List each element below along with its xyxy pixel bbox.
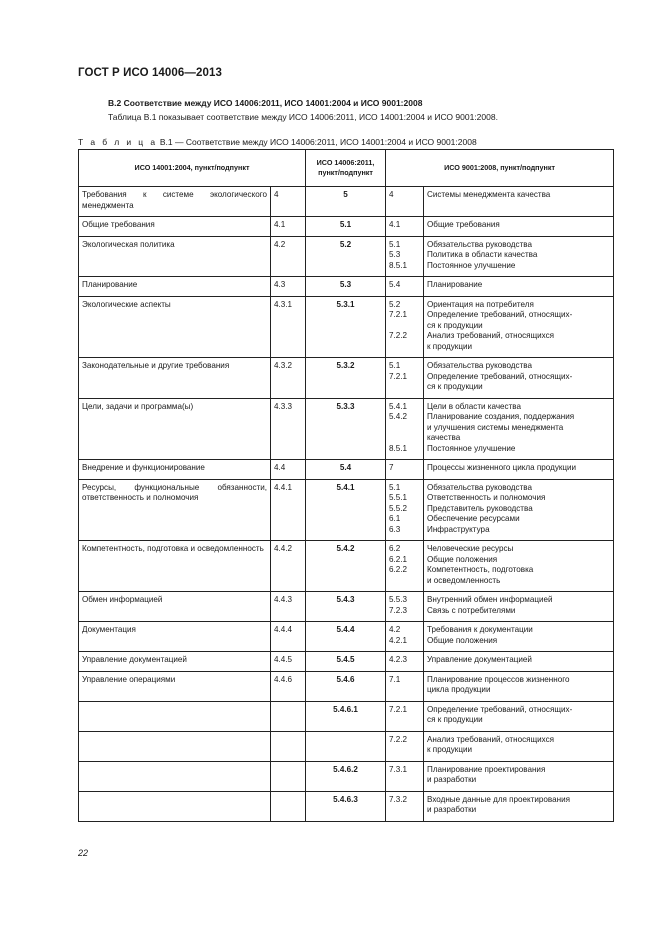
iso9001-clause-numbers (386, 761, 424, 791)
iso9001-clause-number: 5.1 (389, 361, 401, 370)
iso9001-clause-name: Компетентность, подготовка (427, 565, 534, 574)
iso9001-clause-numbers (386, 236, 424, 277)
iso14001-clause-number: 4.4.5 (271, 652, 306, 672)
header-iso14006 (306, 150, 386, 187)
iso14006-clause-number: 5.3.2 (306, 358, 386, 399)
iso9001-clause-name: Цели в области качества (427, 401, 522, 411)
iso9001-clause-number: 5.5.3 (389, 595, 408, 604)
table-row (79, 671, 614, 701)
table-row (79, 217, 614, 237)
iso14001-clause-name (79, 731, 271, 761)
iso9001-clause-number: 7 (389, 463, 394, 472)
iso14001-clause-number: 4.3 (271, 277, 306, 297)
iso9001-clause-names (424, 236, 614, 277)
iso14001-clause-name: Законодательные и другие требования (79, 358, 271, 399)
iso9001-clause-name: ся к продукции (427, 320, 483, 330)
iso14001-clause-name: Документация (79, 622, 271, 652)
iso14001-clause-name: Управление документацией (79, 652, 271, 672)
iso14006-clause-number: 5.4.6.2 (306, 761, 386, 791)
iso14001-clause-name (79, 761, 271, 791)
section-text: Таблица В.1 показывает соответствие между ИСО 14006:2011, ИСО 14001:2004 и ИСО 9001:2008. (108, 112, 498, 122)
table-row (79, 701, 614, 731)
iso9001-clause-name: Управление документацией (427, 655, 532, 664)
iso14006-clause-number: 5.4.4 (306, 622, 386, 652)
iso9001-clause-name: Ориентация на потребителя (427, 299, 534, 309)
iso9001-clause-numbers (386, 398, 424, 460)
iso9001-clause-name: Анализ требований, относящихся (427, 331, 555, 340)
iso14001-clause-name: Экологическая политика (79, 236, 271, 277)
iso9001-clause-number: 7.2.1 (389, 371, 408, 381)
iso9001-clause-name: к продукции (427, 745, 473, 754)
table-row (79, 791, 614, 821)
table-row (79, 761, 614, 791)
table-header-row (79, 150, 614, 187)
iso9001-clause-name: Требования к документации (427, 625, 533, 634)
iso9001-clause-name: Общие требования (427, 220, 500, 229)
iso9001-clause-name: качества (427, 433, 461, 442)
iso9001-clause-name: Обязательства руководства (427, 361, 532, 370)
table-caption (78, 137, 477, 147)
iso14001-clause-number: 4.3.1 (271, 296, 306, 358)
correspondence-table (78, 149, 614, 822)
iso14001-clause-number: 4.4 (271, 460, 306, 480)
iso14001-clause-number: 4.4.1 (271, 479, 306, 541)
iso9001-clause-name: Связь с потребителями (427, 605, 516, 615)
iso9001-clause-names (424, 791, 614, 821)
header-iso14006-line2: пункт/подпункт (318, 168, 373, 177)
iso9001-clause-name: Анализ требований, относящихся (427, 734, 555, 744)
iso14006-clause-number: 5.4.6.3 (306, 791, 386, 821)
table-caption-text: В.1 — Соответствие между ИСО 14006:2011, ИСО 14001:2004 и ИСО 9001:2008 (159, 137, 477, 147)
iso14006-clause-number: 5.4.2 (306, 541, 386, 592)
iso9001-clause-name: и осведомленность (427, 575, 501, 585)
table-row (79, 460, 614, 480)
table-row (79, 187, 614, 217)
iso14006-clause-number: 5.3.3 (306, 398, 386, 460)
table-row (79, 731, 614, 761)
iso14001-clause-number (271, 791, 306, 821)
iso9001-clause-name: Определение требований, относящих- (427, 310, 573, 319)
iso9001-clause-name: Планирование (427, 280, 483, 289)
table-row (79, 479, 614, 541)
iso14001-clause-number: 4.3.2 (271, 358, 306, 399)
iso9001-clause-number: 7.2.3 (389, 605, 408, 615)
iso9001-clause-number: 7.2.2 (389, 331, 408, 340)
iso9001-clause-names (424, 277, 614, 297)
header-iso14006-line1: ИСО 14006:2011, (316, 157, 375, 167)
iso9001-clause-numbers (386, 277, 424, 297)
table-row (79, 652, 614, 672)
iso9001-clause-number: 7.3.1 (389, 764, 408, 774)
iso9001-clause-number: 5.4 (389, 280, 401, 289)
iso9001-clause-number: 7.2.1 (389, 310, 408, 319)
table-body (79, 187, 614, 822)
iso9001-clause-numbers (386, 652, 424, 672)
iso9001-clause-names (424, 761, 614, 791)
iso9001-clause-names (424, 217, 614, 237)
iso9001-clause-number: 6.2.2 (389, 565, 408, 574)
iso9001-clause-names (424, 479, 614, 541)
iso9001-clause-name: Определение требований, относящих- (427, 371, 573, 381)
table-row (79, 592, 614, 622)
iso14006-clause-number: 5.4.3 (306, 592, 386, 622)
iso9001-clause-numbers (386, 541, 424, 592)
iso14006-clause-number: 5.2 (306, 236, 386, 277)
iso14006-clause-number: 5.3 (306, 277, 386, 297)
iso9001-clause-name: Ответственность и полномочия (427, 493, 546, 502)
iso14006-clause-number: 5.3.1 (306, 296, 386, 358)
iso14001-clause-name (79, 701, 271, 731)
iso9001-clause-number: 6.3 (389, 524, 401, 534)
iso9001-clause-names (424, 541, 614, 592)
iso9001-clause-number: 5.3 (389, 250, 401, 259)
iso9001-clause-numbers (386, 187, 424, 217)
iso14006-clause-number: 5.4 (306, 460, 386, 480)
header-iso14001: ИСО 14001:2004, пункт/подпункт (79, 150, 306, 187)
table-row (79, 277, 614, 297)
iso9001-clause-number: 7.2.2 (389, 734, 408, 744)
table-row (79, 296, 614, 358)
iso9001-clause-number: 7.3.2 (389, 794, 408, 804)
iso9001-clause-name: Планирование процессов жизненного (427, 674, 570, 684)
iso14006-clause-number: 5.4.6.1 (306, 701, 386, 731)
iso9001-clause-name: Постоянное улучшение (427, 443, 516, 453)
table-row (79, 541, 614, 592)
iso14001-clause-number (271, 701, 306, 731)
iso9001-clause-numbers (386, 460, 424, 480)
iso9001-clause-name: Обязательства руководства (427, 482, 532, 492)
iso9001-clause-number (389, 433, 421, 444)
iso14001-clause-number: 4.1 (271, 217, 306, 237)
iso9001-clause-number: 5.2 (389, 299, 401, 309)
iso9001-clause-number (389, 321, 421, 332)
table-row (79, 622, 614, 652)
iso9001-clause-number: 4.2.1 (389, 635, 408, 645)
iso9001-clause-name: к продукции (427, 341, 473, 351)
iso9001-clause-name: Планирование создания, поддержания (427, 412, 575, 421)
page-number: 22 (78, 848, 89, 858)
iso9001-clause-number: 7.1 (389, 674, 401, 684)
iso9001-clause-number: 4.1 (389, 220, 401, 229)
iso14001-clause-name: Экологические аспекты (79, 296, 271, 358)
iso9001-clause-names (424, 671, 614, 701)
iso9001-clause-numbers (386, 358, 424, 399)
iso9001-clause-number: 5.1 (389, 482, 401, 492)
iso9001-clause-name: ся к продукции (427, 382, 483, 391)
iso9001-clause-numbers (386, 622, 424, 652)
iso9001-clause-name: Постоянное улучшение (427, 260, 516, 270)
iso9001-clause-numbers (386, 479, 424, 541)
iso9001-clause-number: 5.5.1 (389, 493, 408, 502)
iso14001-clause-name: Общие требования (79, 217, 271, 237)
iso9001-clause-names (424, 460, 614, 480)
iso9001-clause-name: Планирование проектирования (427, 764, 546, 774)
iso14001-clause-number: 4.4.2 (271, 541, 306, 592)
iso14006-clause-number: 5 (306, 187, 386, 217)
iso9001-clause-name: Общие положения (427, 635, 498, 645)
iso14001-clause-number: 4.4.4 (271, 622, 306, 652)
iso9001-clause-name: ся к продукции (427, 715, 483, 724)
iso14001-clause-name: Компетентность, подготовка и осведомленность (79, 541, 271, 592)
iso9001-clause-number: 8.5.1 (389, 260, 408, 270)
iso9001-clause-name: Определение требований, относящих- (427, 704, 573, 714)
iso9001-clause-name: Представитель руководства (427, 503, 533, 513)
iso9001-clause-number: 8.5.1 (389, 443, 408, 453)
iso9001-clause-numbers (386, 217, 424, 237)
iso9001-clause-names (424, 398, 614, 460)
iso14006-clause-number: 5.4.5 (306, 652, 386, 672)
iso9001-clause-numbers (386, 791, 424, 821)
iso14001-clause-number: 4.3.3 (271, 398, 306, 460)
iso9001-clause-name: Человеческие ресурсы (427, 544, 514, 553)
table-row (79, 398, 614, 460)
iso14006-clause-number: 5.1 (306, 217, 386, 237)
iso14001-clause-name: Планирование (79, 277, 271, 297)
iso14001-clause-number (271, 761, 306, 791)
iso9001-clause-number: 6.2.1 (389, 554, 408, 564)
iso9001-clause-number (389, 423, 421, 434)
iso9001-clause-number: 5.1 (389, 239, 401, 249)
iso9001-clause-numbers (386, 592, 424, 622)
iso9001-clause-number: 6.2 (389, 544, 401, 553)
iso9001-clause-number: 5.5.2 (389, 503, 408, 513)
iso9001-clause-numbers (386, 701, 424, 731)
iso14001-clause-name: Цели, задачи и программа(ы) (79, 398, 271, 460)
iso14001-clause-number: 4.4.6 (271, 671, 306, 701)
iso9001-clause-name: Общие положения (427, 554, 498, 564)
iso9001-clause-name: и разработки (427, 805, 477, 814)
iso9001-clause-numbers (386, 731, 424, 761)
iso9001-clause-name: Инфраструктура (427, 524, 490, 534)
iso14001-clause-name: Обмен информацией (79, 592, 271, 622)
iso9001-clause-number: 7.2.1 (389, 704, 408, 714)
section-heading: В.2 Соответствие между ИСО 14006:2011, ИСО 14001:2004 и ИСО 9001:2008 (108, 98, 423, 108)
iso9001-clause-name: и улучшения системы менеджмента (427, 422, 564, 432)
iso14001-clause-number (271, 731, 306, 761)
iso9001-clause-number: 5.4.2 (389, 412, 408, 421)
iso9001-clause-number: 6.1 (389, 514, 401, 523)
iso9001-clause-names (424, 622, 614, 652)
iso14006-clause-number: 5.4.1 (306, 479, 386, 541)
table-row (79, 236, 614, 277)
iso14006-clause-number (306, 731, 386, 761)
iso14001-clause-name (79, 791, 271, 821)
iso9001-clause-name: Обеспечение ресурсами (427, 514, 520, 523)
iso9001-clause-names (424, 701, 614, 731)
iso9001-clause-name: Политика в области качества (427, 250, 538, 259)
iso14001-clause-name: Внедрение и функционирование (79, 460, 271, 480)
header-iso9001: ИСО 9001:2008, пункт/подпункт (386, 150, 614, 187)
iso9001-clause-names (424, 296, 614, 358)
table-caption-prefix: Т а б л и ц а (78, 137, 158, 147)
iso9001-clause-number: 4.2 (389, 625, 401, 634)
iso14001-clause-name: Управление операциями (79, 671, 271, 701)
iso9001-clause-names (424, 358, 614, 399)
iso14001-clause-number: 4.4.3 (271, 592, 306, 622)
iso9001-clause-number: 5.4.1 (389, 401, 408, 411)
iso9001-clause-names (424, 187, 614, 217)
iso14001-clause-number: 4 (271, 187, 306, 217)
iso14006-clause-number: 5.4.6 (306, 671, 386, 701)
iso9001-clause-name: и разработки (427, 775, 477, 784)
iso9001-clause-names (424, 652, 614, 672)
iso9001-clause-numbers (386, 671, 424, 701)
iso9001-clause-names (424, 731, 614, 761)
iso9001-clause-name: Внутренний обмен информацией (427, 595, 553, 604)
iso9001-clause-name: Системы менеджмента качества (427, 190, 551, 199)
table-row (79, 358, 614, 399)
iso9001-clause-number: 4 (389, 190, 394, 199)
iso14001-clause-name: Требования к системе экологического менеджмента (79, 187, 271, 217)
iso9001-clause-name: Входные данные для проектирования (427, 794, 571, 804)
iso9001-clause-names (424, 592, 614, 622)
iso9001-clause-name: цикла продукции (427, 685, 491, 694)
iso9001-clause-name: Обязательства руководства (427, 239, 532, 249)
iso9001-clause-numbers (386, 296, 424, 358)
iso9001-clause-number: 4.2.3 (389, 655, 408, 664)
iso14001-clause-number: 4.2 (271, 236, 306, 277)
iso14001-clause-name: Ресурсы, функциональные обязанности, ответственность и полномочия (79, 479, 271, 541)
document-title: ГОСТ Р ИСО 14006—2013 (78, 67, 223, 79)
iso9001-clause-name: Процессы жизненного цикла продукции (427, 463, 577, 472)
